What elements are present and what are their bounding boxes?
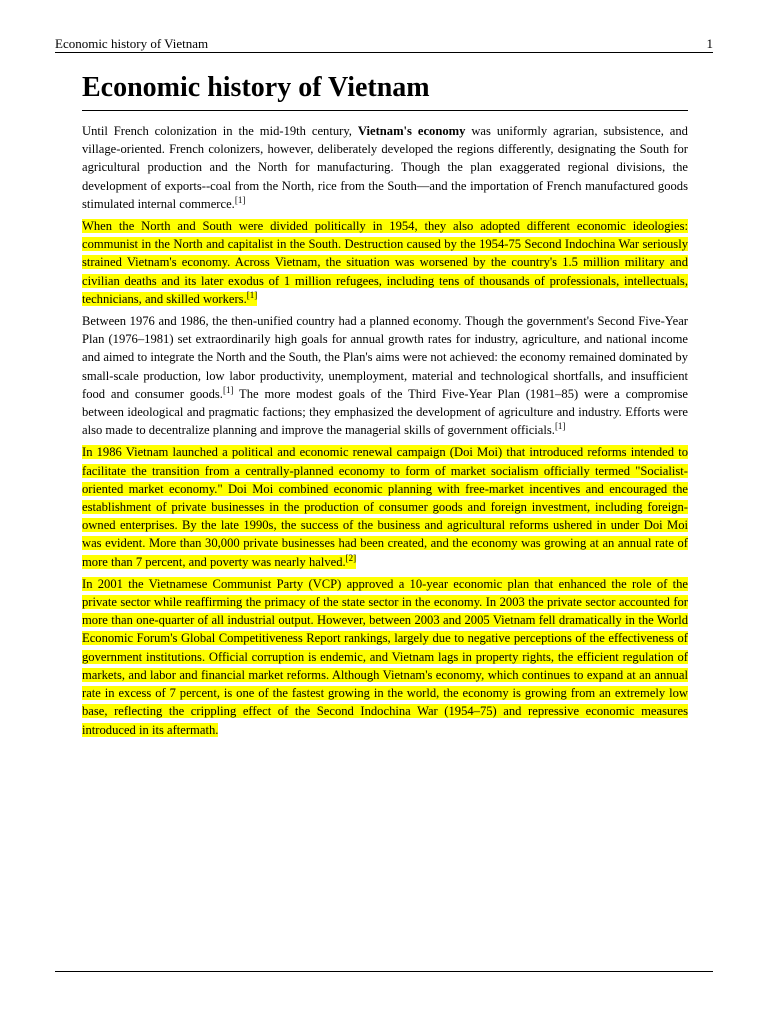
footer-rule — [55, 971, 713, 972]
paragraph-2-text — [82, 219, 688, 306]
citation-link[interactable]: [1] — [246, 289, 258, 300]
paragraph-2 — [82, 217, 688, 308]
running-title: Economic history of Vietnam — [55, 36, 209, 51]
paragraph-5 — [82, 575, 688, 739]
vietnams-economy-term: Vietnam's economy — [357, 124, 466, 138]
citation-link[interactable]: [1] — [234, 194, 246, 205]
citation-link[interactable]: [1] — [222, 384, 234, 395]
paragraph-4-text — [82, 445, 688, 568]
paragraph-1 — [82, 122, 688, 213]
paragraph-3 — [82, 312, 688, 439]
paragraph-5-text: In 2001 the Vietnamese Communist Party (VCP) approved a 10-year economic plan that enhanced the role of the private sector while reaffirming the primacy of the state sector in the economy. In 2003 the private sector accounted for more than one-quarter of all industrial output. However, between 2003 and 2005 Vietnam fell dramatically in the World Economic Forum's Global Competitiveness Report rankings, largely due to negative perceptions of the effectiveness of government institutions. Official corruption is endemic, and Vietnam lags in property rights, the efficient regulation of markets, and labor and financial market reforms. Although Vietnam's economy, which continues to expand at an annual rate in excess of 7 percent, is one of the fastest growing in the world, the economy is growing from an extremely low base, reflecting the crippling effect of the Second Indochina War (1954–75) and repressive economic measures introduced in its aftermath. — [82, 576, 688, 737]
paragraph-3-text-b: The more modest goals of the Third Five-Year Plan (1981–85) were a compromise between ideological and pragmatic factions; they emphasized the development of agriculture and industry. Efforts were also made to decentralize planning and improve the managerial skills of government officials. — [82, 386, 688, 438]
running-header — [55, 34, 713, 53]
paragraph-1-text-a: Until French colonization in the mid-19th century, — [82, 124, 358, 138]
page-title: Economic history of Vietnam — [82, 70, 688, 111]
paragraph-2-body: When the North and South were divided politically in 1954, they also adopted different economic ideologies: communist in the North and capitalist in the South. Destruction caused by the 1954-75 Second Indochina War seriously strained Vietnam's economy. Across Vietnam, the situation was worsened by the country's 1.5 million military and civilian deaths and its later exodus of 1 million refugees, including tens of thousands of professionals, intellectuals, technicians, and skilled workers. — [82, 219, 688, 306]
citation-link[interactable]: [2] — [345, 552, 357, 563]
citation-link[interactable]: [1] — [554, 421, 566, 432]
paragraph-3-text-a: Between 1976 and 1986, the then-unified country had a planned economy. Though the government's Second Five-Year Plan (1976–1981) set extraordinarily high goals for annual growth rates for industry, agriculture, and national income and aimed to integrate the North and the South, the Plan's aims were not achieved: the economy remained dominated by small-scale production, low labor productivity, unemployment, material and technological shortfalls, and insufficient food and consumer goods. — [82, 314, 688, 401]
paragraph-4 — [82, 443, 688, 570]
paragraph-1-text-b: was uniformly agrarian, subsistence, and village-oriented. French colonizers, however, deliberately developed the regions differently, designating the South for agricultural production and the North for manufacturing. Though the plan exaggerated regional divisions, the development of exports--coal from the North, rice from the South—and the importation of French manufactured goods stimulated internal commerce. — [82, 124, 688, 211]
page-number: 1 — [706, 36, 713, 51]
article-body — [82, 122, 688, 743]
paragraph-4-body: In 1986 Vietnam launched a political and economic renewal campaign (Doi Moi) that introduced reforms intended to facilitate the transition from a centrally-planned economy to form of market socialism officially termed "Socialist-oriented market economy." Doi Moi combined economic planning with free-market incentives and encouraged the establishment of private businesses in the production of consumer goods and foreign investment, including foreign-owned enterprises. By the late 1990s, the success of the business and agricultural reforms ushered in under Doi Moi was evident. More than 30,000 private businesses had been created, and the economy was growing at an annual rate of more than 7 percent, and poverty was nearly halved. — [82, 445, 688, 569]
